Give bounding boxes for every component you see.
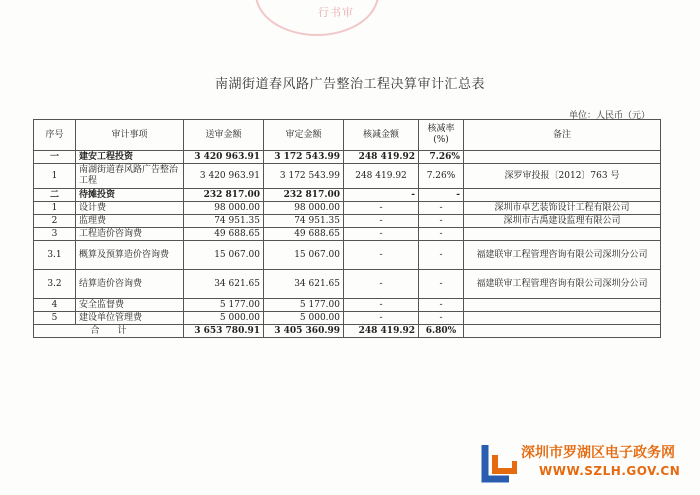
row-submitted: 3 420 963.91: [184, 151, 264, 164]
row-item: 结算造价咨询费: [76, 270, 184, 299]
table-row: [34, 228, 661, 241]
row-approved: 34 621.65: [264, 270, 344, 299]
row-no: 3: [34, 228, 76, 241]
row-no: 2: [34, 215, 76, 228]
row-rate: -: [419, 312, 464, 325]
table-row: [34, 164, 661, 189]
row-note: [464, 189, 661, 202]
row-rate: -: [419, 202, 464, 215]
row-note: 福建联审工程管理咨询有限公司深圳分公司: [464, 241, 661, 270]
total-submitted: 3 653 780.91: [184, 325, 264, 338]
row-submitted: 15 067.00: [184, 241, 264, 270]
header-submitted: 送审金额: [184, 120, 264, 151]
row-approved: 74 951.35: [264, 215, 344, 228]
row-reduced: -: [344, 312, 419, 325]
table-row: [34, 270, 661, 299]
header-approved: 审定金额: [264, 120, 344, 151]
row-submitted: 5 177.00: [184, 299, 264, 312]
row-approved: 5 177.00: [264, 299, 344, 312]
total-label: 合 计: [34, 325, 184, 338]
row-approved: 3 172 543.99: [264, 164, 344, 189]
table-row: [34, 215, 661, 228]
logo-url-text: WWW.SZLH.GOV.CN: [539, 464, 681, 478]
szlh-logo: [479, 437, 693, 487]
row-submitted: 98 000.00: [184, 202, 264, 215]
logo-main-text: 深圳市罗湖区电子政务网: [521, 445, 675, 461]
row-approved: 15 067.00: [264, 241, 344, 270]
row-no: 1: [34, 202, 76, 215]
row-submitted: 34 621.65: [184, 270, 264, 299]
row-no: 1: [34, 164, 76, 189]
row-no: 二: [34, 189, 76, 202]
row-reduced: -: [344, 299, 419, 312]
table-row: [34, 151, 661, 164]
header-rate: 核减率 (%): [419, 120, 464, 151]
row-note: [464, 299, 661, 312]
row-submitted: 49 688.65: [184, 228, 264, 241]
row-item: 工程造价咨询费: [76, 228, 184, 241]
row-approved: 232 817.00: [264, 189, 344, 202]
row-submitted: 74 951.35: [184, 215, 264, 228]
table-row: [34, 202, 661, 215]
row-reduced: -: [344, 228, 419, 241]
total-reduced: 248 419.92: [344, 325, 419, 338]
row-approved: 98 000.00: [264, 202, 344, 215]
table-row: [34, 312, 661, 325]
row-item: 南湖街道春风路广告整治工程: [76, 164, 184, 189]
page-title: 南湖街道春风路广告整治工程决算审计汇总表: [214, 77, 485, 92]
row-note: [464, 228, 661, 241]
row-rate: -: [419, 241, 464, 270]
row-item: 设计费: [76, 202, 184, 215]
table-row: [34, 189, 661, 202]
row-approved: 3 172 543.99: [264, 151, 344, 164]
row-note: 深圳市古禹建设监理有限公司: [464, 215, 661, 228]
row-reduced: -: [344, 189, 419, 202]
table-row: [34, 241, 661, 270]
row-no: 3.2: [34, 270, 76, 299]
audit-summary-table: [33, 119, 661, 338]
row-reduced: -: [344, 270, 419, 299]
seal-stamp-text: 行书审: [318, 6, 354, 19]
row-note: [464, 312, 661, 325]
row-item: 建安工程投资: [76, 151, 184, 164]
row-item: 建设单位管理费: [76, 312, 184, 325]
row-submitted: 3 420 963.91: [184, 164, 264, 189]
currency-unit: 单位：人民币（元）: [568, 111, 650, 121]
row-reduced: -: [344, 241, 419, 270]
header-no: 序号: [34, 120, 76, 151]
row-note: [464, 151, 661, 164]
row-no: 一: [34, 151, 76, 164]
row-note: 深罗审投报〔2012〕763 号: [464, 164, 661, 189]
header-reduced: 核减金额: [344, 120, 419, 151]
row-reduced: 248 419.92: [344, 151, 419, 164]
row-reduced: -: [344, 215, 419, 228]
row-rate: 7.26%: [419, 164, 464, 189]
row-rate: -: [419, 228, 464, 241]
row-no: 3.1: [34, 241, 76, 270]
row-item: 待摊投资: [76, 189, 184, 202]
row-item: 监理费: [76, 215, 184, 228]
row-rate: 7.26%: [419, 151, 464, 164]
row-reduced: -: [344, 202, 419, 215]
logo-mark-icon: [479, 441, 517, 483]
row-rate: -: [419, 189, 464, 202]
row-approved: 5 000.00: [264, 312, 344, 325]
total-rate: 6.80%: [419, 325, 464, 338]
row-rate: -: [419, 299, 464, 312]
row-rate: -: [419, 215, 464, 228]
header-item: 审计事项: [76, 120, 184, 151]
table-header-row: [34, 120, 661, 151]
row-item: 安全监督费: [76, 299, 184, 312]
row-note: 福建联审工程管理咨询有限公司深圳分公司: [464, 270, 661, 299]
row-approved: 49 688.65: [264, 228, 344, 241]
table-row: [34, 299, 661, 312]
row-no: 4: [34, 299, 76, 312]
row-submitted: 232 817.00: [184, 189, 264, 202]
seal-stamp: [255, 0, 379, 36]
row-rate: -: [419, 270, 464, 299]
row-submitted: 5 000.00: [184, 312, 264, 325]
row-reduced: 248 419.92: [344, 164, 419, 189]
total-note: [464, 325, 661, 338]
header-note: 备注: [464, 120, 661, 151]
total-row: [34, 325, 661, 338]
row-item: 概算及预算造价咨询费: [76, 241, 184, 270]
total-approved: 3 405 360.99: [264, 325, 344, 338]
row-no: 5: [34, 312, 76, 325]
row-note: 深圳市卓艺装饰设计工程有限公司: [464, 202, 661, 215]
